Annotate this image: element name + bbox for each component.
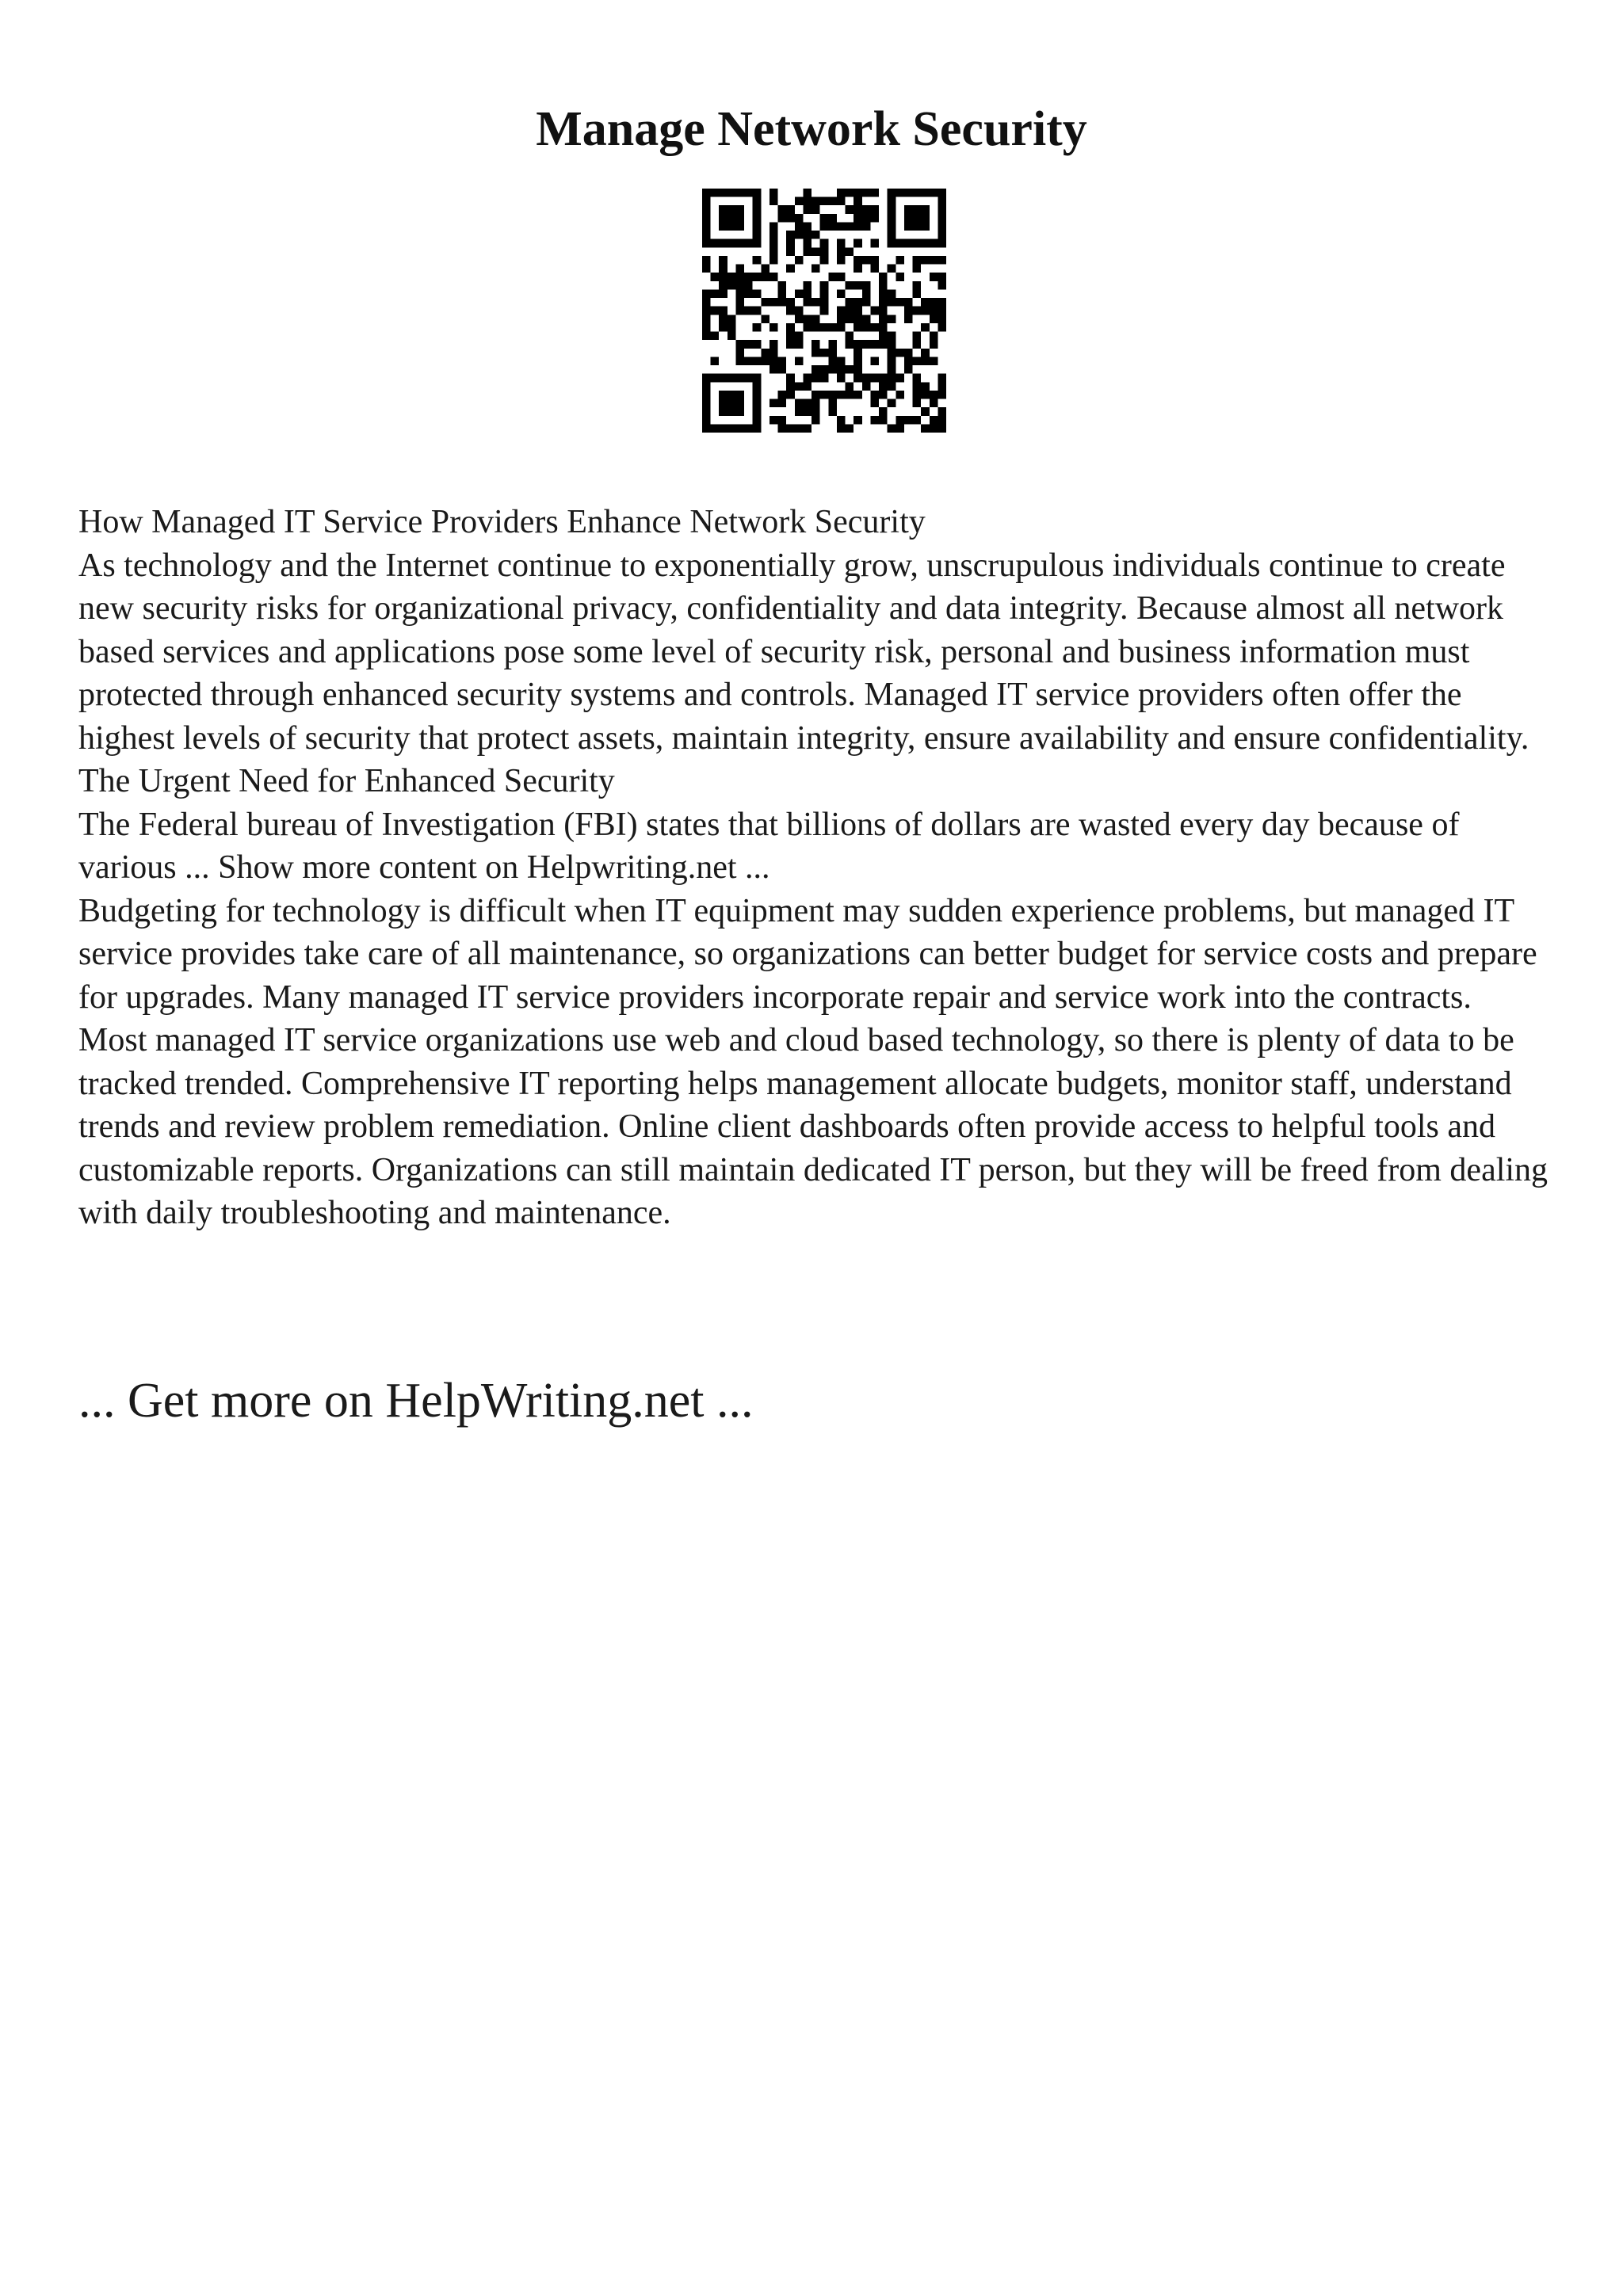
section-heading: How Managed IT Service Providers Enhance Network Security: [78, 504, 926, 540]
section-heading: The Urgent Need for Enhanced Security: [78, 763, 615, 799]
paragraph: Most managed IT service organizations use web and cloud based technology, so there is plenty of data to be tracked trended. Comprehensive IT reporting helps management allocate budgets, monitor staff, understand trends and review problem remediation. Online client dashboards often provide access to helpful tools and customizable reports. Organizations can still maintain dedicated IT person, but they will be freed from dealing with daily troubleshooting and maintenance.: [78, 1022, 1549, 1231]
paragraph: Budgeting for technology is difficult when IT equipment may sudden experience problems, but managed IT service provides take care of all maintenance, so organizations can better budget for service costs and prepare for upgrades. Many managed IT service providers incorporate repair and service work into the contracts.: [78, 892, 1537, 1016]
qr-code-icon: [702, 189, 946, 433]
page-title: Manage Network Security: [536, 102, 1087, 156]
paragraph: The Federal bureau of Investigation (FBI) states that billions of dollars are wasted every day because of various ... Show more content on Helpwriting.net ...: [78, 806, 1460, 886]
get-more-link[interactable]: ... Get more on HelpWriting.net ...: [78, 1374, 754, 1428]
article-body: [78, 501, 1560, 1235]
paragraph: As technology and the Internet continue to exponentially grow, unscrupulous individuals continue to create new security risks for organizational privacy, confidentiality and data integrity. Because almost all network based services and applications pose some level of security risk, personal and business information must protected through enhanced security systems and controls. Managed IT service providers often offer the highest levels of security that protect assets, maintain integrity, ensure availability and ensure confidentiality.: [78, 547, 1529, 757]
